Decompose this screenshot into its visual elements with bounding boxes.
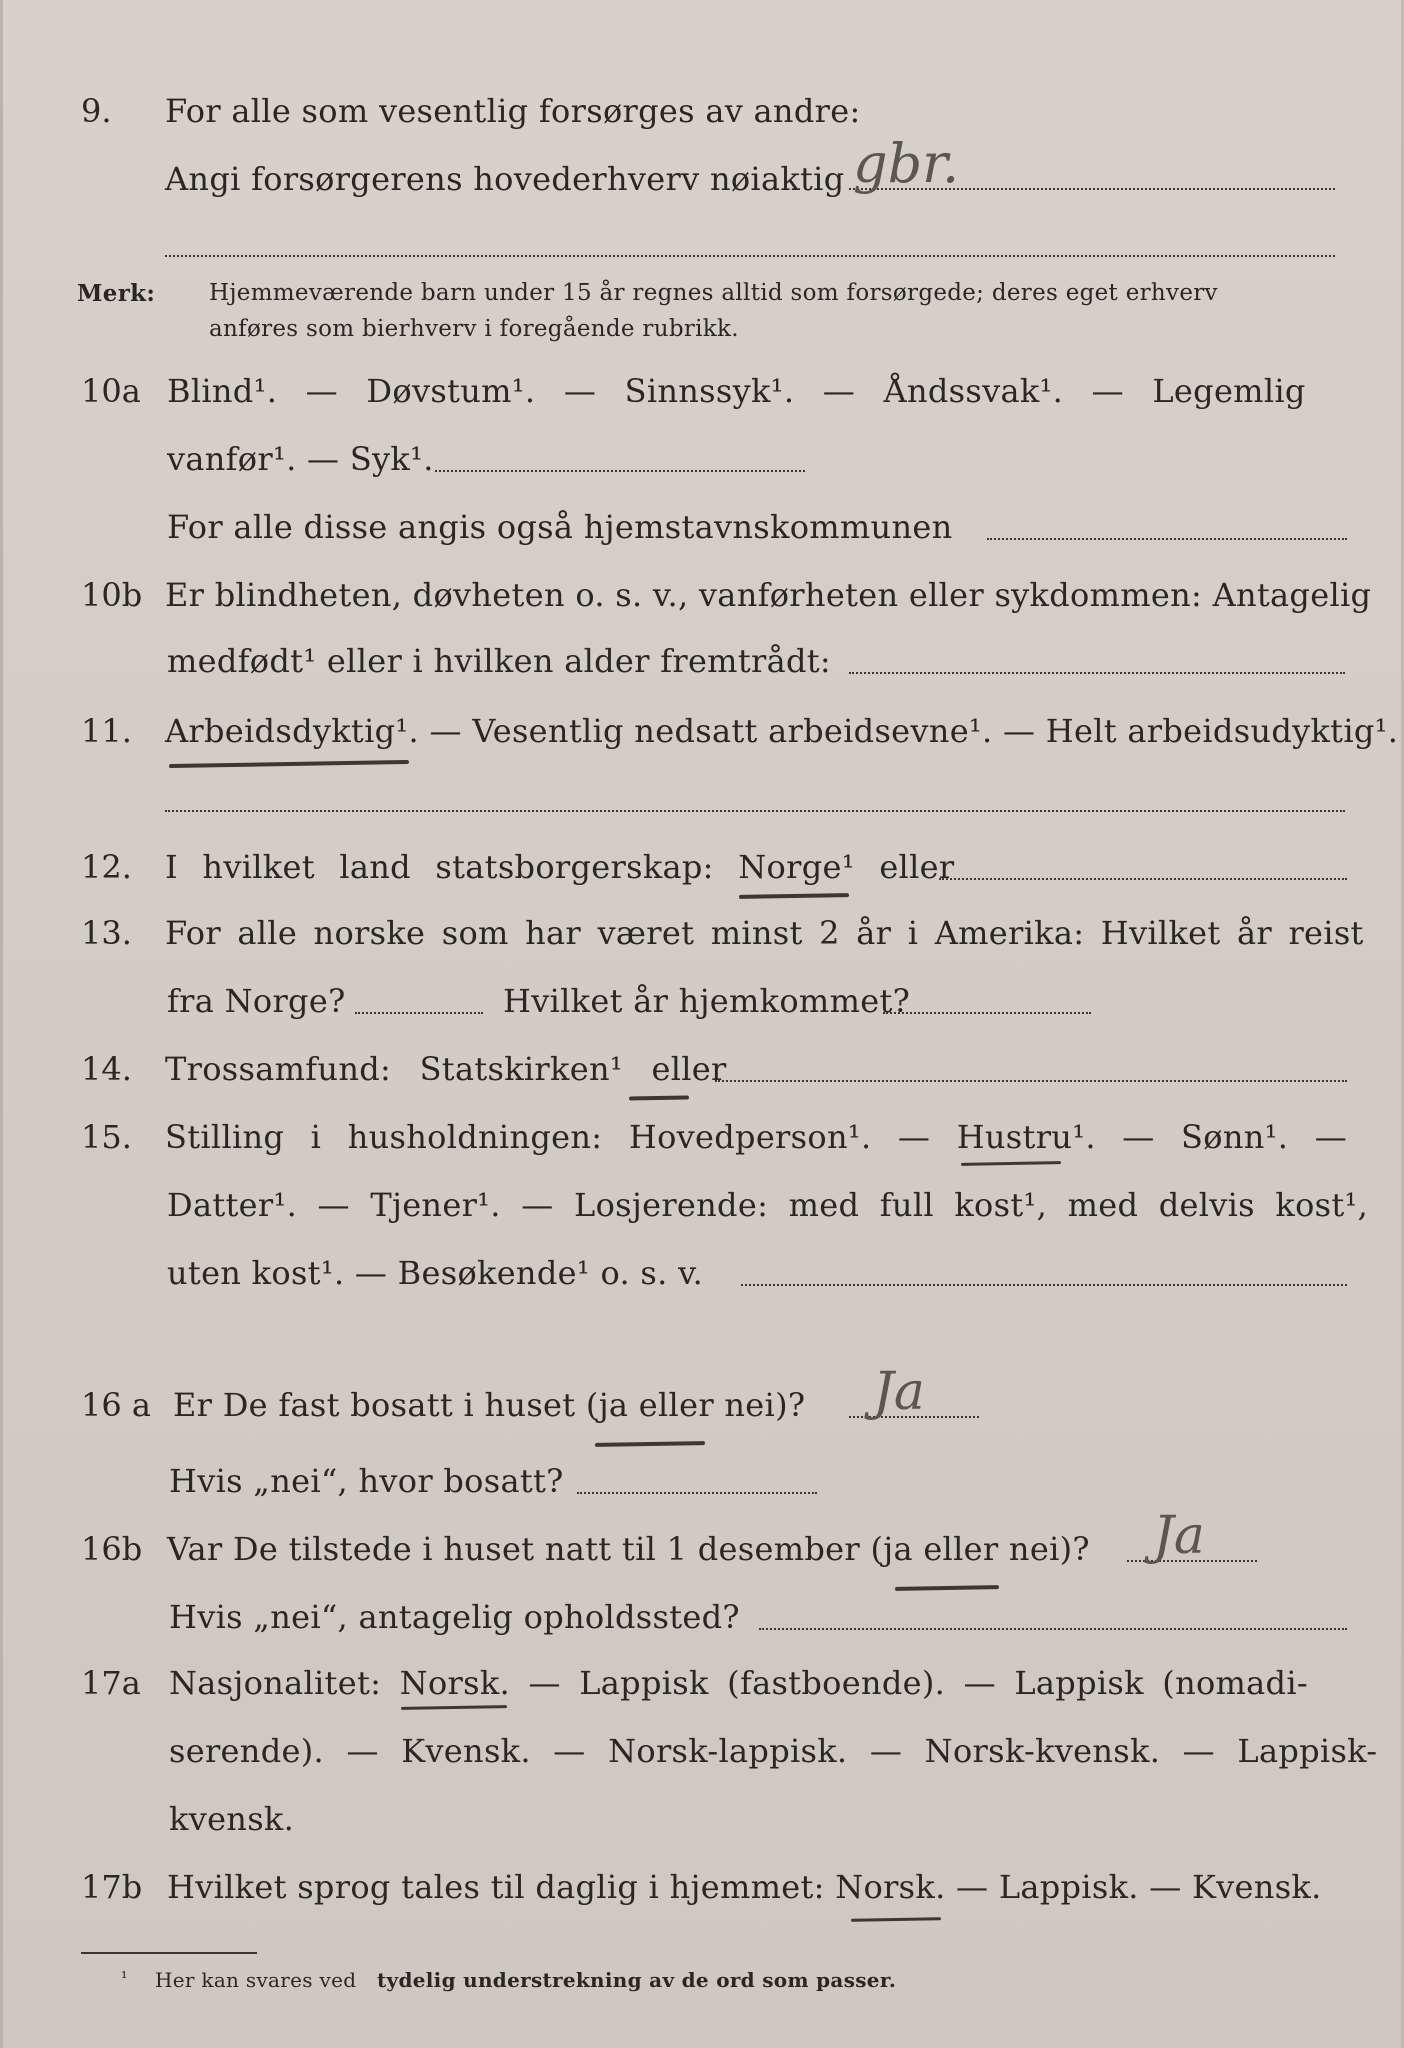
answer-line[interactable] — [165, 255, 1335, 257]
question-text: For alle disse angis også hjemstavnskommunen — [167, 508, 953, 546]
handwritten-answer: Ja — [1153, 1506, 1205, 1566]
question-number: 17a — [81, 1664, 141, 1702]
handwritten-underline — [895, 1585, 999, 1591]
question-text: Stilling i husholdningen: Hovedperson¹. — Hustru¹. — Sønn¹. — — [165, 1118, 1348, 1156]
answer-line[interactable] — [849, 672, 1345, 674]
question-text: kvensk. — [169, 1800, 295, 1838]
question-text: uten kost¹. — Besøkende¹ o. s. v. — [167, 1254, 704, 1292]
question-text: Trossamfund: Statskirken¹ eller — [165, 1050, 727, 1088]
question-number: 9. — [81, 92, 112, 130]
question-text: Er blindheten, døvheten o. s. v., vanførheten eller sykdommen: Antagelig — [165, 576, 1372, 614]
answer-line[interactable] — [883, 1012, 1091, 1014]
question-text: For alle norske som har været minst 2 år i Amerika: Hvilket år reist — [165, 914, 1364, 952]
question-number: 12. — [81, 848, 132, 886]
note-text: anføres som bierhverv i foregående rubrikk. — [209, 316, 739, 342]
footnote-emphasis: tydelig understrekning av de ord som passer. — [377, 1968, 897, 1992]
handwritten-underline — [595, 1441, 705, 1447]
question-number: 15. — [81, 1118, 132, 1156]
footnote-mark: ¹ — [121, 1968, 128, 1987]
question-text: medfødt¹ eller i hvilken alder fremtrådt: — [167, 642, 831, 680]
question-text: Blind¹. — Døvstum¹. — Sinnssyk¹. — Åndssvak¹. — Legemlig — [167, 372, 1306, 410]
answer-line[interactable] — [741, 1284, 1347, 1286]
footnote-rule — [81, 1952, 257, 1954]
answer-line[interactable] — [987, 538, 1347, 540]
handwritten-underline — [739, 893, 849, 899]
answer-line[interactable] — [435, 470, 805, 472]
footnote-text: Her kan svares ved — [155, 1968, 357, 1992]
question-number: 10a — [81, 372, 141, 410]
question-text: Hvilket år hjemkommet? — [503, 982, 911, 1020]
answer-line[interactable] — [939, 878, 1347, 880]
question-number: 10b — [81, 576, 143, 614]
handwritten-underline — [961, 1161, 1061, 1166]
question-text: Hvis „nei“, hvor bosatt? — [169, 1462, 564, 1500]
question-number: 14. — [81, 1050, 132, 1088]
answer-line[interactable] — [165, 810, 1345, 812]
note-label: Merk: — [77, 280, 156, 307]
question-text: Arbeidsdyktig¹. — Vesentlig nedsatt arbeidsevne¹. — Helt arbeidsudyktig¹. — [165, 712, 1399, 750]
answer-line[interactable] — [759, 1628, 1347, 1630]
question-number: 11. — [81, 712, 132, 750]
question-text: Datter¹. — Tjener¹. — Losjerende: med full kost¹, med delvis kost¹, — [167, 1186, 1369, 1224]
question-text: fra Norge? — [167, 982, 346, 1020]
note-text: Hjemmeværende barn under 15 år regnes alltid som forsørgede; deres eget erhverv — [209, 280, 1218, 306]
question-text: I hvilket land statsborgerskap: Norge¹ eller — [165, 848, 955, 886]
answer-line[interactable] — [577, 1492, 817, 1494]
handwritten-underline — [401, 1705, 507, 1710]
answer-line[interactable] — [715, 1080, 1347, 1082]
question-number: 16b — [81, 1530, 143, 1568]
handwritten-underline — [851, 1917, 941, 1922]
question-number: 17b — [81, 1868, 143, 1906]
question-text: Hvilket sprog tales til daglig i hjemmet: Norsk. — Lappisk. — Kvensk. — [167, 1868, 1322, 1906]
handwritten-underline — [169, 760, 409, 768]
handwritten-answer: Ja — [873, 1362, 925, 1422]
question-text: Nasjonalitet: Norsk. — Lappisk (fastboende). — Lappisk (nomadi- — [169, 1664, 1308, 1702]
handwritten-underline — [629, 1095, 689, 1100]
question-text: Hvis „nei“, antagelig opholdssted? — [169, 1598, 740, 1636]
answer-line[interactable] — [355, 1012, 483, 1014]
question-text: serende). — Kvensk. — Norsk-lappisk. — Norsk-kvensk. — Lappisk- — [169, 1732, 1378, 1770]
question-text: Er De fast bosatt i huset (ja eller nei)? — [173, 1386, 806, 1424]
question-number: 13. — [81, 914, 132, 952]
question-text: Angi forsørgerens hovederhverv nøiaktig — [165, 160, 845, 198]
question-text: For alle som vesentlig forsørges av andre: — [165, 92, 861, 130]
question-number: 16 a — [81, 1386, 151, 1424]
handwritten-answer: gbr. — [853, 132, 960, 195]
question-text: Var De tilstede i huset natt til 1 desember (ja eller nei)? — [167, 1530, 1090, 1568]
question-text: vanfør¹. — Syk¹. — [167, 440, 434, 478]
